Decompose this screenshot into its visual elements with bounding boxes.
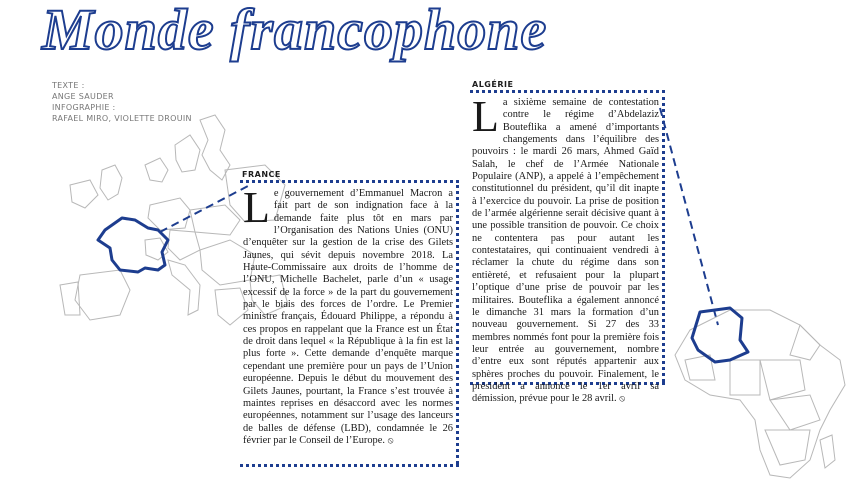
section-label-france: FRANCE xyxy=(242,170,281,179)
top-dotted-rule xyxy=(470,90,665,93)
bottom-dotted-rule xyxy=(240,464,459,467)
article-text: a sixième semaine de contestation contre le régime d’Abdelaziz Bouteflika a amené d’importants changements dans l’équilibre des pouvoirs : le mardi 26 mars, Ahmed Gaïd Salah, le chef de l’Armée Nationale Populaire (ANP), a appelé à l’empêchement constitutionnel du président, qu’il dit inapte à l’exercice du pouvoir. La prise de position de l’armée algérienne serait décisive quant à une possible transition de pouvoir. Ce choix ne contentera pas pour autant les contestataires, qui continuaient vendredi à réclamer la chute du régime dans son entièreté, et refusaient pour la plupart l’optique d’une prise de pouvoir par les militaires. Bouteflika a également annoncé le dimanche 31 mars la formation d’un nouveau gouvernement. Si 27 des 33 membres nommés font pour la première fois leur entrée au gouvernement, nombre d’entre eux sont réputés appartenir aux sphères proches du pouvoir. Finalement, le président a annoncé le 1er avril sa démission, prévue pour le 28 avril. xyxy=(472,97,659,405)
france-article xyxy=(243,183,453,463)
algeria-article xyxy=(472,92,659,405)
drop-cap: L xyxy=(243,183,270,232)
article-text: e gouvernement d’Emmanuel Macron a fait part de son indignation face à la demande faite plus tôt en mars par l’Organisation des Nations Unies (ONU) d’enquêter sur la gestion de la crise des Gilets Jaunes, qui sévit depuis novembre 2018. La Haute-Commissaire aux droits de l’homme de l’ONU, Michelle Bachelet, parle d’un « usage excessif de la force » de la part du gouvernement par le biais des forces de l’ordre. Le Premier ministre français, Édouard Philippe, a répondu à ces propos en rappelant que la France est un État de droit dans lequel « la République à la fin est la plus forte ». Cette demande d’enquête marque cependant une première pour un pays de l’Union européenne. Depuis le début du mouvement des Gilets Jaunes, pourtant, la France s’est trouvée à maintes reprises en désaccord avec les normes européennes, notamment sur l’usage des lanceurs de balles de défense (LBD), condamnée le 26 février par le Conseil de l’Europe. xyxy=(243,188,453,446)
credit-line: RAFAEL MIRO, VIOLETTE DROUIN xyxy=(52,114,192,123)
credit-line: TEXTE : xyxy=(52,81,85,90)
section-label-algeria: ALGÉRIE xyxy=(472,80,514,89)
end-mark-icon: ⦸ xyxy=(619,394,626,405)
page-title: Monde francophone xyxy=(42,0,548,62)
drop-cap: L xyxy=(472,92,499,141)
credit-line: ANGE SAUDER xyxy=(52,92,114,101)
credit-line: INFOGRAPHIE : xyxy=(52,103,116,112)
top-dotted-rule xyxy=(240,180,459,183)
end-mark-icon: ⦸ xyxy=(387,435,394,446)
